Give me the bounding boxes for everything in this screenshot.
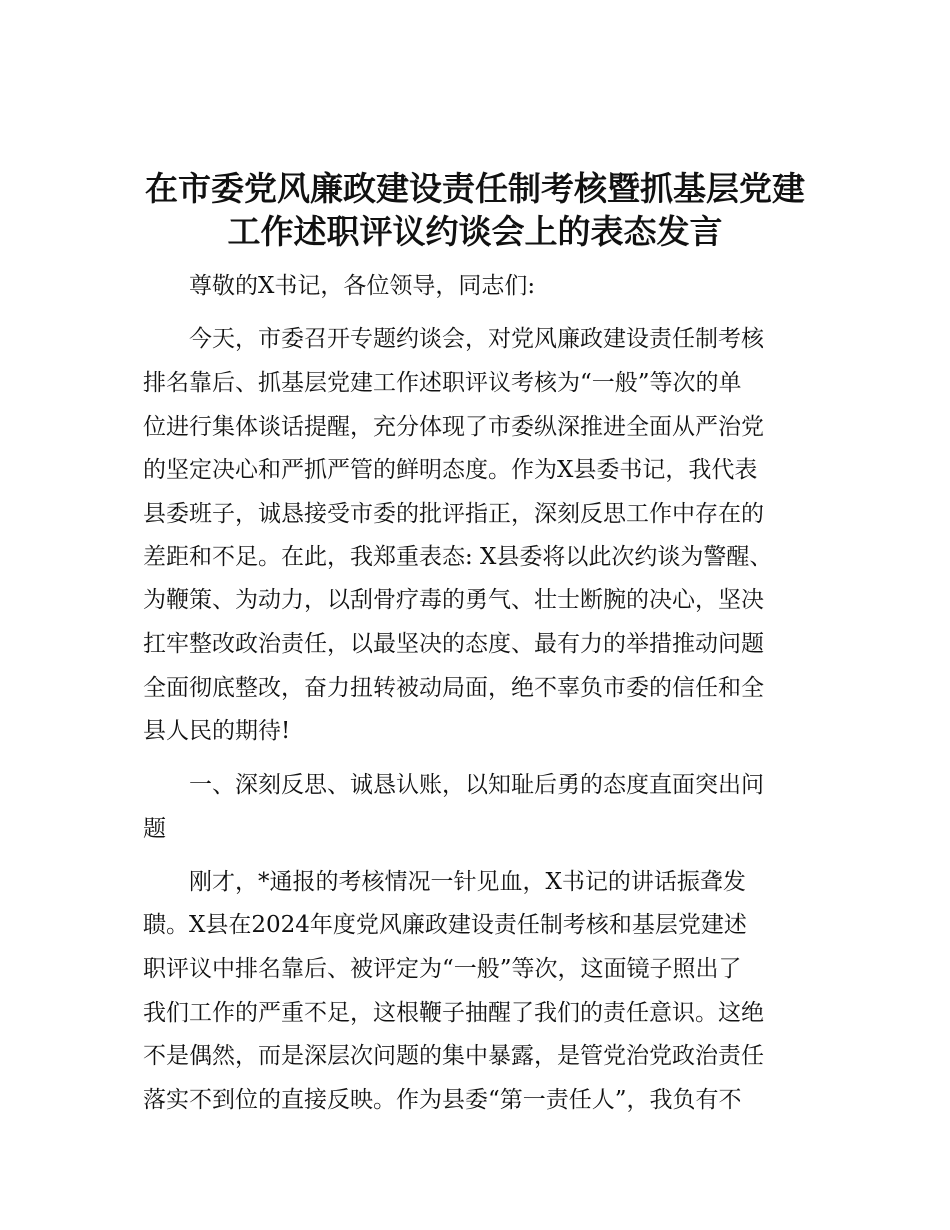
paragraph-line: 为鞭策、为动力，以刮骨疗毒的勇气、壮士断腕的决心，坚决: [143, 587, 764, 613]
paragraph-line: 聩。X县在2024年度党风廉政建设责任制考核和基层党建述: [143, 912, 747, 938]
paragraph-line: 全面彻底整改，奋力扭转被动局面，绝不辜负市委的信任和全: [143, 675, 764, 701]
paragraph-line: 刚才，*通报的考核情况一针见血，X书记的讲话振聋发: [189, 869, 746, 895]
paragraph-line: 我们工作的严重不足，这根鞭子抽醒了我们的责任意识。这绝: [143, 1000, 764, 1026]
paragraph-line: 差距和不足。在此，我郑重表态: X县委将以此次约谈为警醒、: [143, 544, 773, 570]
paragraph-line: 的坚定决心和严抓严管的鲜明态度。作为X县委书记，我代表: [143, 457, 758, 483]
paragraph-line: 县人民的期待!: [143, 718, 291, 744]
section-heading: 一、深刻反思、诚恳认账，以知耻后勇的态度直面突出问: [189, 772, 764, 798]
document-title-line-1: 在市委党风廉政建设责任制考核暨抓基层党建: [145, 169, 805, 208]
document-title-line-2: 工作述职评议约谈会上的表态发言: [227, 212, 723, 251]
paragraph-line: 县委班子，诚恳接受市委的批评指正，深刻反思工作中存在的: [143, 501, 764, 527]
paragraph-line: 今天，市委召开专题约谈会，对党风廉政建设责任制考核: [189, 326, 764, 352]
salutation: 尊敬的X书记，各位领导，同志们:: [189, 273, 536, 299]
paragraph-line: 落实不到位的直接反映。作为县委“第一责任人”，我负有不: [143, 1087, 742, 1113]
paragraph-line: 职评议中排名靠后、被评定为“一般”等次，这面镜子照出了: [143, 956, 742, 982]
paragraph-line: 位进行集体谈话提醒，充分体现了市委纵深推进全面从严治党: [143, 414, 764, 440]
section-heading: 题: [143, 816, 166, 842]
paragraph-line: 不是偶然，而是深层次问题的集中暴露，是管党治党政治责任: [143, 1043, 764, 1069]
paragraph-line: 排名靠后、抓基层党建工作述职评议考核为“一般”等次的单: [143, 370, 742, 396]
paragraph-line: 扛牢整改政治责任，以最坚决的态度、最有力的举措推动问题: [143, 631, 764, 657]
